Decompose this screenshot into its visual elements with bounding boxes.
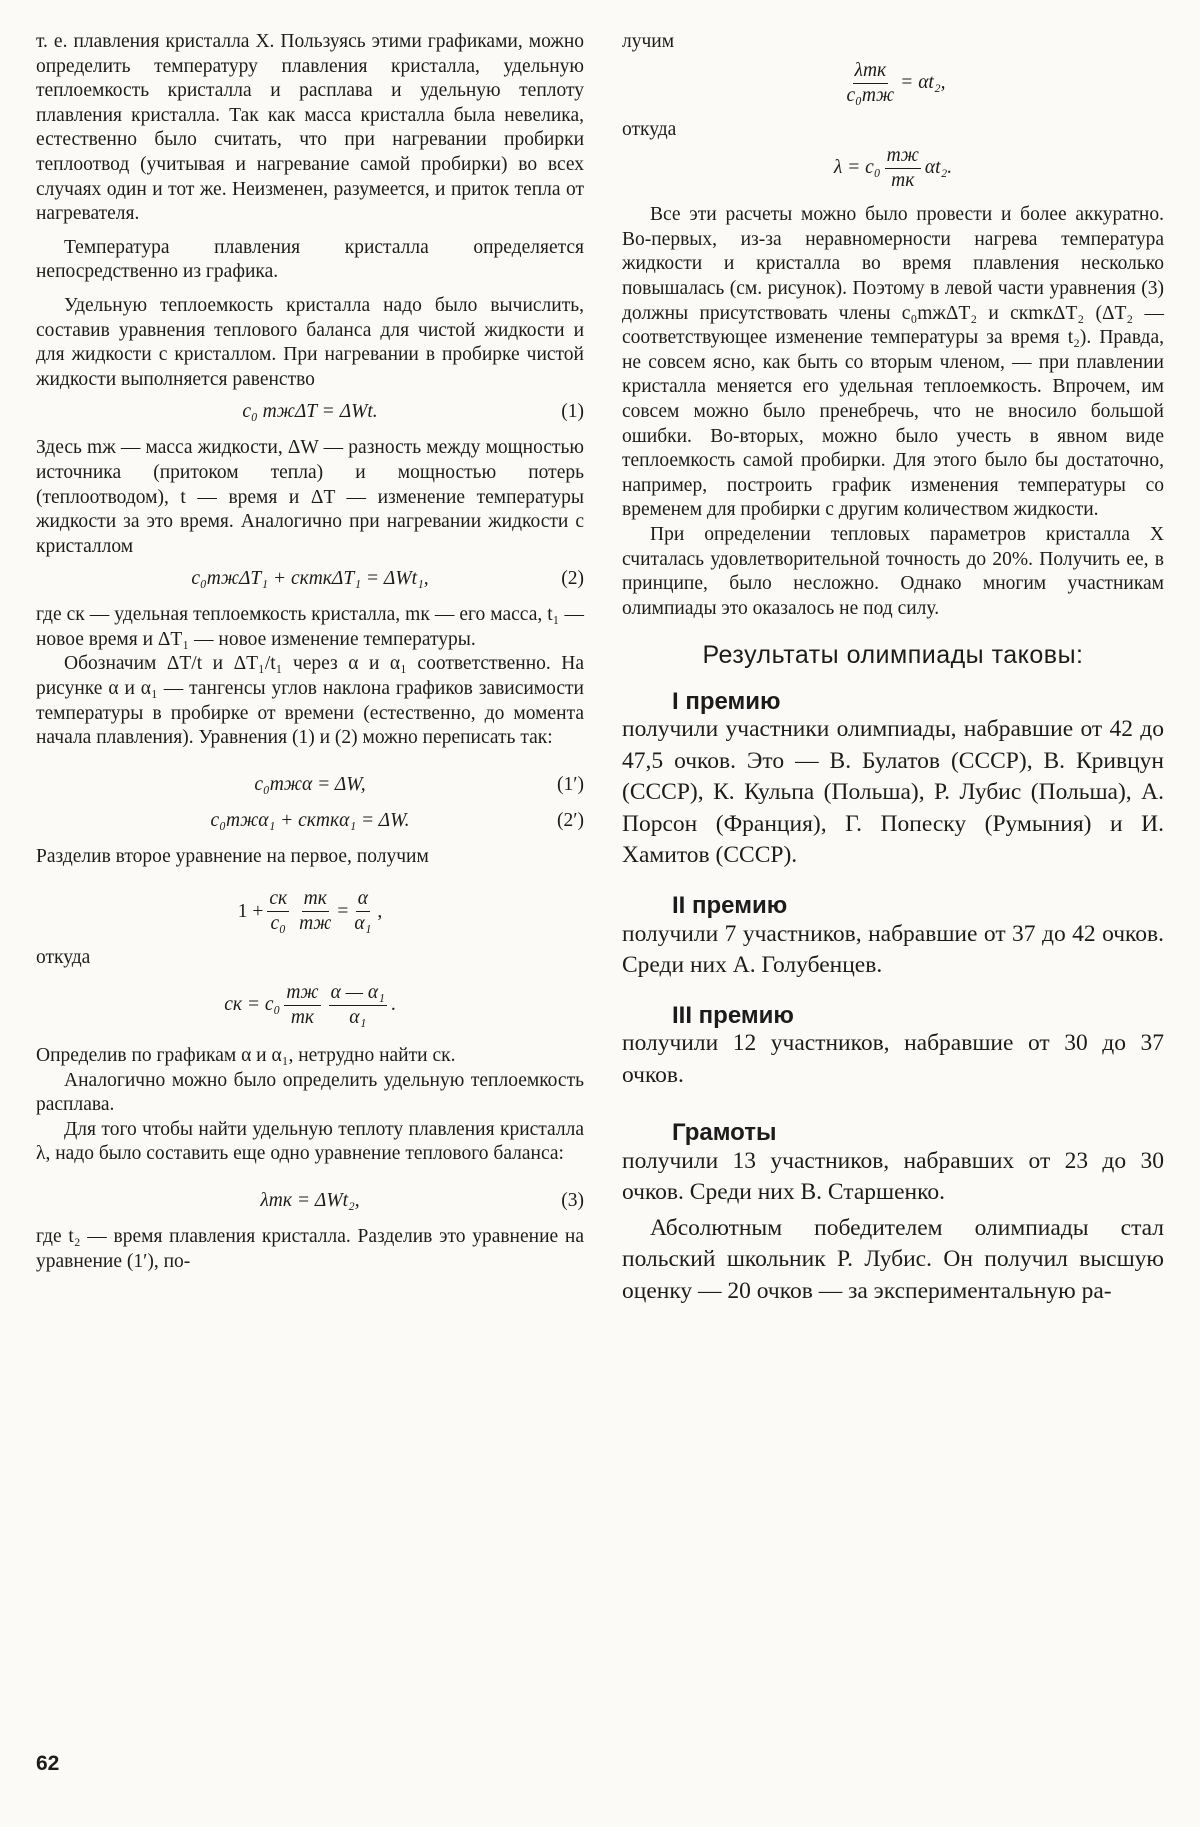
equation-number: (3) (561, 1190, 584, 1211)
diplomas-heading: Грамоты (672, 1119, 777, 1147)
paragraph: Разделив второе уравнение на первое, получим (36, 845, 429, 867)
prize-1-text: получили участники олимпиады, набравшие от 42 до 47,5 очков. Это — В. Булатов (СССР), В. Кривцун (СССР), К. Кульпа (Польша), Р. Лубис (Польша), А. Порсон (Франция), Г. Попеску (Румыния) и И. Хамитов (СССР). (622, 716, 1164, 869)
denominator: c₀mж (846, 84, 895, 106)
denominator: mк (891, 170, 915, 192)
equation-text: c₀mжΔT₁ + cкmкΔT₁ = ΔWt₁, (191, 568, 429, 590)
fraction (297, 887, 333, 936)
equation-3 (36, 1189, 584, 1217)
fraction (329, 981, 387, 1030)
denominator: c₀ (270, 913, 286, 935)
left-column (36, 30, 584, 1274)
equation-number: (2′) (556, 809, 584, 831)
fraction-row (36, 981, 584, 1030)
page-number: 62 (36, 1752, 60, 1775)
equation-2-prime (36, 809, 584, 837)
numerator: cк (267, 887, 289, 912)
results-heading: Результаты олимпиады таковы: (702, 641, 1084, 670)
equation-tail: , (377, 900, 383, 922)
equation-number: (2) (561, 568, 584, 590)
denominator: mж (299, 913, 332, 935)
final-paragraph: Абсолютным победителем олимпиады стал польский школьник Р. Лубис. Он получил высшую оценку — 20 очков — за экспериментальную ра- (622, 1214, 1164, 1304)
equation-lambda-ratio (622, 59, 1164, 108)
equation-text: c₀mжα₁ + cкmкα₁ = ΔW. (210, 809, 410, 831)
paragraph: Все эти расчеты можно было провести и более аккуратно. Во-первых, из-за неравномерности нагрева температура жидкости и кристалла во время плавления несколько повышалась (см. рисунок). Поэтому в левой части уравнения (3) должны присутствовать члены c₀mжΔT₂ и cкmкΔT₂ (ΔT₂ — соответствующее изменение температуры за время t₂). Правда, не совсем ясно, как быть со вторым членом, — при плавлении кристалла меняется его удельная теплоемкость. Впрочем, им совсем можно было пренебречь, что не вносило большой ошибки. Во-вторых, можно было учесть в явном виде теплоемкость самой пробирки. Для этого было бы достаточно, например, построить график изменения температуры со временем для пробирки с другим количеством жидкости. (622, 204, 1164, 521)
denominator: mк (290, 1007, 315, 1029)
denominator: α₁ (354, 913, 372, 935)
equation-lead: λ = c₀ (833, 157, 881, 179)
prize-1-heading: I премию (672, 687, 781, 715)
paragraph: Определив по графикам α и α₁, нетрудно найти cк. (36, 1045, 456, 1067)
equation-text: λmк = ΔWt₂, (260, 1190, 360, 1211)
paragraph: Удельную теплоемкость кристалла надо было вычислить, составив уравнения теплового баланса для чистой жидкости и для жидкости с кристаллом. При нагревании в пробирке чистой жидкости выполняется равенство (36, 294, 584, 390)
prize-2-heading: II премию (672, 891, 788, 919)
equation-lead: 1 + (237, 900, 264, 922)
equation-text: c₀ mжΔT = ΔWt. (242, 401, 378, 423)
paragraph: При определении тепловых параметров кристалла X считалась удовлетворительной точность до 20%. Получить ее, в принципе, было несложно. Однако многим участникам олимпиады это оказалось не под силу. (622, 523, 1164, 619)
paragraph: откуда (36, 947, 91, 969)
paragraph: лучим (622, 31, 675, 52)
equation-1-prime (36, 773, 584, 801)
numerator: mк (302, 887, 329, 912)
denominator: α₁ (349, 1007, 367, 1029)
equation-lambda (622, 144, 1164, 193)
fraction (284, 981, 320, 1030)
equation-number: (1) (561, 401, 584, 423)
prize-3-heading: III премию (672, 1001, 794, 1029)
diplomas-text: получили 13 участников, набравших от 23 до 30 очков. Среди них В. Старшенко. (622, 1147, 1164, 1206)
prize-2-text: получили 7 участников, набравшие от 37 до 42 очков. Среди них А. Голубенцев. (622, 920, 1164, 979)
numerator: mж (885, 144, 921, 169)
equals-sign: = (337, 900, 349, 922)
numerator: α (356, 887, 370, 912)
fraction-row (622, 144, 1164, 193)
prize-3-text: получили 12 участников, набравшие от 30 до 37 очков. (622, 1030, 1164, 1088)
fraction-row (36, 887, 584, 936)
right-column (622, 30, 1164, 1307)
paragraph: Обозначим ΔT/t и ΔT₁/t₁ через α и α₁ соответственно. На рисунке α и α₁ — тангенсы углов наклона графиков зависимости температуры в пробирке от времени (естественно, до момента начала плавления). Уравнения (1) и (2) можно переписать так: (36, 653, 584, 749)
paragraph: где cк — удельная теплоемкость кристалла, mк — его масса, t₁ — новое время и ΔT₁ — новое изменение температуры. (36, 604, 584, 650)
paragraph: т. е. плавления кристалла X. Пользуясь этими графиками, можно определить температуру плавления кристалла, удельную теплоемкость кристалла и расплава и удельную теплоту плавления кристалла. Так как масса кристалла была невелика, естественно было считать, что при нагревании пробирки теплоотвод (учитывая и нагревание самой пробирки) во всех случаях один и тот же. Неизменен, разумеется, и приток тепла от нагревателя. (36, 31, 584, 225)
equation-2 (36, 567, 584, 595)
equation-lead: cк = c₀ (224, 994, 281, 1016)
fraction (267, 887, 289, 936)
numerator: λmк (853, 59, 889, 84)
equation-division (36, 887, 584, 936)
fraction (352, 887, 373, 936)
paragraph: Здесь mж — масса жидкости, ΔW — разность между мощностью источника (притоком тепла) и мощностью потерь (теплоотводом), t — время и ΔT — изменение температуры жидкости за это время. Аналогично при нагревании жидкости с кристаллом (36, 437, 584, 557)
numerator: mж (284, 981, 320, 1006)
paragraph: Для того чтобы найти удельную теплоту плавления кристалла λ, надо было составить еще одно уравнение теплового баланса: (36, 1118, 584, 1165)
equation-tail: = αt₂, (900, 71, 946, 93)
fraction (845, 59, 897, 108)
fraction-row (622, 59, 1164, 108)
equation-text: c₀mжα = ΔW, (254, 773, 366, 795)
equation-tail: . (390, 994, 396, 1016)
paragraph: Температура плавления кристалла определяется непосредственно из графика. (36, 236, 584, 283)
paragraph: где t₂ — время плавления кристалла. Разделив это уравнение на уравнение (1′), по- (36, 1226, 584, 1272)
paragraph: Аналогично можно было определить удельную теплоемкость расплава. (36, 1069, 584, 1116)
fraction (885, 144, 921, 193)
numerator: α — α₁ (329, 981, 387, 1006)
equation-1 (36, 400, 584, 428)
equation-number: (1′) (556, 773, 584, 795)
equation-tail: αt₂. (924, 157, 953, 179)
equation-ck (36, 981, 584, 1030)
paragraph: откуда (622, 118, 677, 140)
